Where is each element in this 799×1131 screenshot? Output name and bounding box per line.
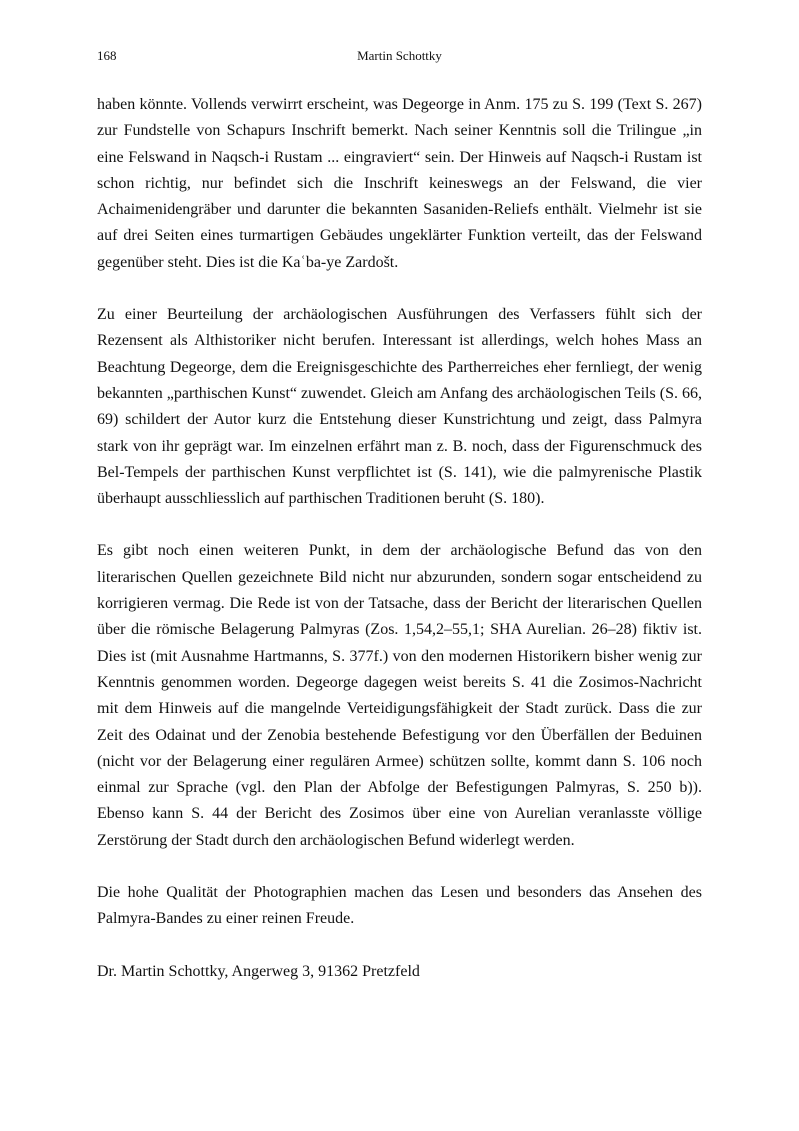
running-head: Martin Schottky <box>357 48 442 63</box>
paragraph: Zu einer Beurteilung der archäologischen Ausführungen des Verfassers fühlt sich der Rezensent als Althistoriker nicht berufen. Interessant ist allerdings, welch hohes Mass an Beachtung Degeorge, dem die Ereignisgeschichte des Partherreiches eher fernliegt, der wenig bekannten „parthischen Kunst“ zuwendet. Gleich am Anfang des archäologischen Teils (S. 66, 69) schildert der Autor kurz die Entstehung dieser Kunstrichtung und zeigt, dass Palmyra stark von ihr geprägt war. Im einzelnen erfährt man z. B. noch, dass der Figurenschmuck des Bel-Tempels der parthischen Kunst verpflichtet ist (S. 141), wie die palmyrenische Plastik überhaupt ausschliesslich auf parthischen Traditionen beruht (S. 180). <box>97 306 702 508</box>
page-header <box>97 48 702 68</box>
body-text <box>97 92 702 985</box>
page-number: 168 <box>97 48 117 63</box>
paragraph: Die hohe Qualität der Photographien machen das Lesen und besonders das Ansehen des Palmyra-Bandes zu einer reinen Freude. <box>97 884 702 928</box>
author-signature: Dr. Martin Schottky, Angerweg 3, 91362 Pretzfeld <box>97 962 420 980</box>
paragraph: Es gibt noch einen weiteren Punkt, in dem der archäologische Befund das von den literarischen Quellen gezeichnete Bild nicht nur abzurunden, sondern sogar entscheidend zu korrigieren vermag. Die Rede ist von der Tatsache, dass der Bericht der literarischen Quellen über die römische Belagerung Palmyras (Zos. 1,54,2–55,1; SHA Aurelian. 26–28) fiktiv ist. Dies ist (mit Ausnahme Hartmanns, S. 377f.) von den modernen Historikern bisher wenig zur Kenntnis genommen worden. Degeorge dagegen weist bereits S. 41 die Zosimos-Nachricht mit dem Hinweis auf die mangelnde Verteidigungsfähigkeit der Stadt zurück. Dass die zur Zeit des Odainat und der Zenobia bestehende Befestigung vor den Überfällen der Beduinen (nicht vor der Belagerung einer regulären Armee) schützen sollte, kommt dann S. 106 noch einmal zur Sprache (vgl. den Plan der Abfolge der Befestigungen Palmyras, S. 250 b)). Ebenso kann S. 44 der Bericht des Zosimos über eine von Aurelian veranlasste völlige Zerstörung der Stadt durch den archäologischen Befund widerlegt werden. <box>97 542 702 849</box>
paragraph: haben könnte. Vollends verwirrt erscheint, was Degeorge in Anm. 175 zu S. 199 (Text S. 267) zur Fundstelle von Schapurs Inschrift bemerkt. Nach seiner Kenntnis soll die Trilingue „in eine Felswand in Naqsch-i Rustam ... eingraviert“ sein. Der Hinweis auf Naqsch-i Rustam ist schon richtig, nur befindet sich die Inschrift keineswegs an der Felswand, die vier Achaimenidengräber und darunter die bekannten Sasaniden-Reliefs enthält. Vielmehr ist sie auf drei Seiten eines turmartigen Gebäudes ungeklärter Funktion verteilt, das der Felswand gegenüber steht. Dies ist die Kaʿba-ye Zardošt. <box>97 96 702 271</box>
